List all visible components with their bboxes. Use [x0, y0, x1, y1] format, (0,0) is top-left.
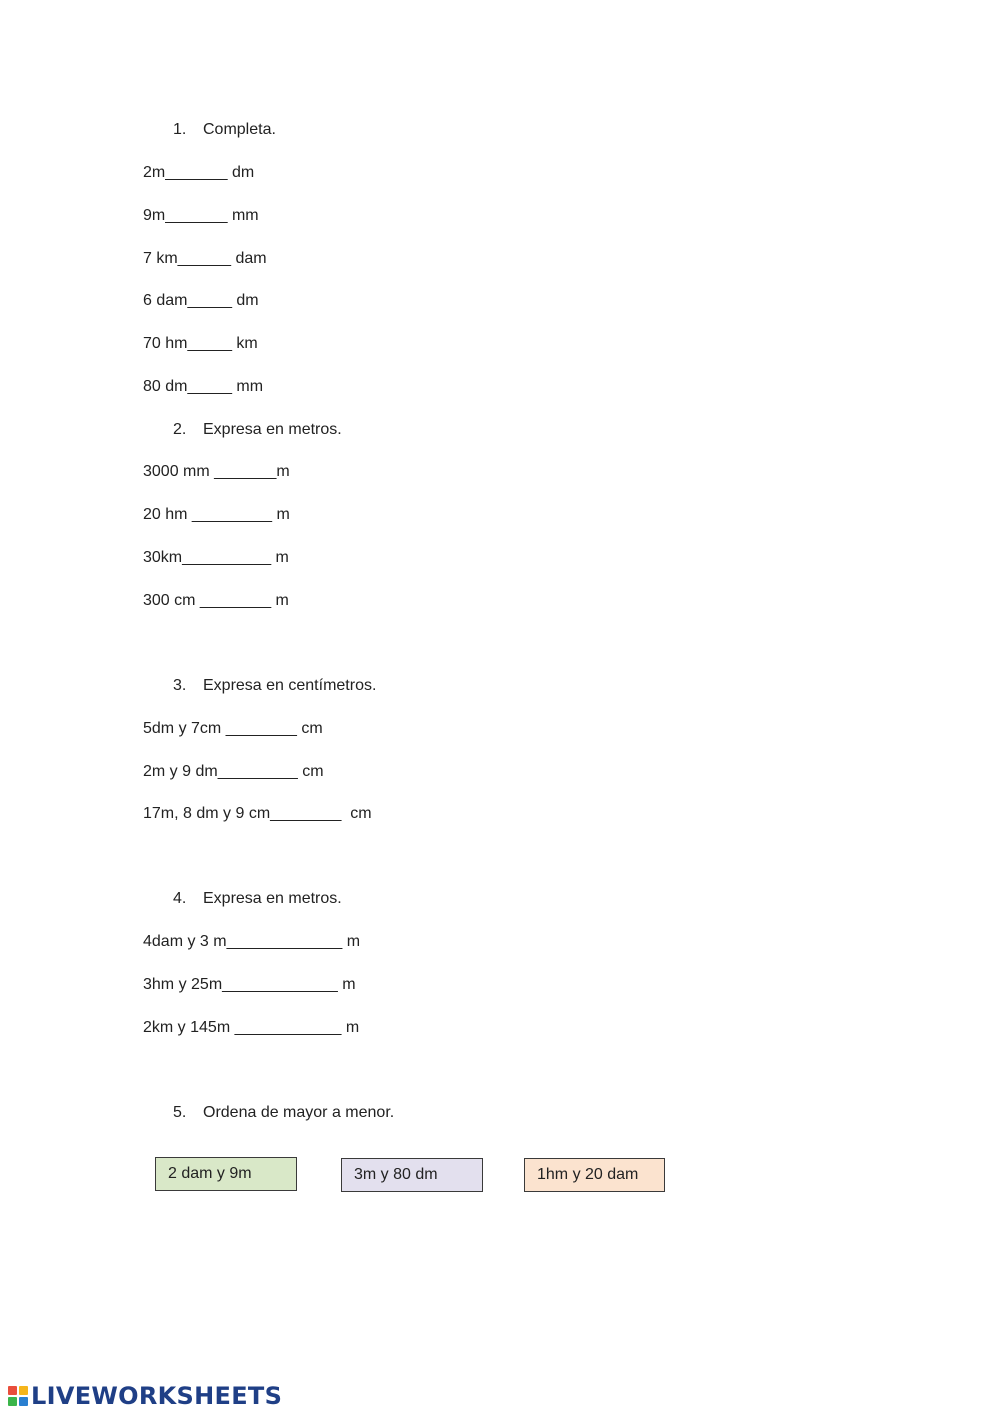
section-5-heading	[173, 1103, 394, 1123]
section-3-heading	[173, 676, 376, 696]
exercise-4-line[interactable]: 2km y 145m ____________ m	[143, 1019, 360, 1036]
section-2-number: 2.	[173, 421, 187, 438]
section-1-number: 1.	[173, 121, 187, 138]
logo-mark-icon	[8, 1386, 28, 1406]
order-box-1[interactable]: 2 dam y 9m	[155, 1157, 297, 1191]
section-1-title: Completa.	[203, 121, 276, 138]
order-box-3[interactable]: 1hm y 20 dam	[524, 1158, 665, 1192]
logo-square	[19, 1386, 28, 1395]
section-5-title: Ordena de mayor a menor.	[203, 1104, 395, 1121]
logo-square	[8, 1386, 17, 1395]
exercise-1-line[interactable]: 7 km______ dam	[143, 250, 267, 267]
section-3-number: 3.	[173, 677, 187, 694]
order-box-2[interactable]: 3m y 80 dm	[341, 1158, 483, 1192]
exercise-2-line[interactable]: 30km__________ m	[143, 549, 289, 566]
section-4-heading	[173, 889, 342, 909]
exercise-4-line[interactable]: 4dam y 3 m_____________ m	[143, 933, 361, 950]
exercise-1-line[interactable]: 2m_______ dm	[143, 164, 255, 181]
liveworksheets-logo	[8, 1381, 282, 1411]
exercise-2-line[interactable]: 300 cm ________ m	[143, 592, 289, 609]
section-4-title: Expresa en metros.	[203, 890, 342, 907]
exercise-1-line[interactable]: 70 hm_____ km	[143, 335, 258, 352]
section-4-number: 4.	[173, 890, 187, 907]
exercise-4-line[interactable]: 3hm y 25m_____________ m	[143, 976, 356, 993]
exercise-3-line[interactable]: 17m, 8 dm y 9 cm________ cm	[143, 805, 372, 822]
exercise-1-line[interactable]: 80 dm_____ mm	[143, 378, 264, 395]
section-1-heading	[173, 120, 276, 140]
exercise-1-line[interactable]: 9m_______ mm	[143, 207, 259, 224]
exercise-2-line[interactable]: 20 hm _________ m	[143, 506, 290, 523]
section-2-heading	[173, 420, 342, 440]
section-2-title: Expresa en metros.	[203, 421, 342, 438]
logo-square	[19, 1397, 28, 1406]
exercise-1-line[interactable]: 6 dam_____ dm	[143, 292, 259, 309]
section-3-title: Expresa en centímetros.	[203, 677, 377, 694]
exercise-2-line[interactable]: 3000 mm _______m	[143, 463, 290, 480]
logo-text: LIVEWORKSHEETS	[31, 1382, 283, 1410]
exercise-3-line[interactable]: 5dm y 7cm ________ cm	[143, 720, 323, 737]
section-5-number: 5.	[173, 1104, 187, 1121]
logo-square	[8, 1397, 17, 1406]
exercise-3-line[interactable]: 2m y 9 dm_________ cm	[143, 763, 324, 780]
